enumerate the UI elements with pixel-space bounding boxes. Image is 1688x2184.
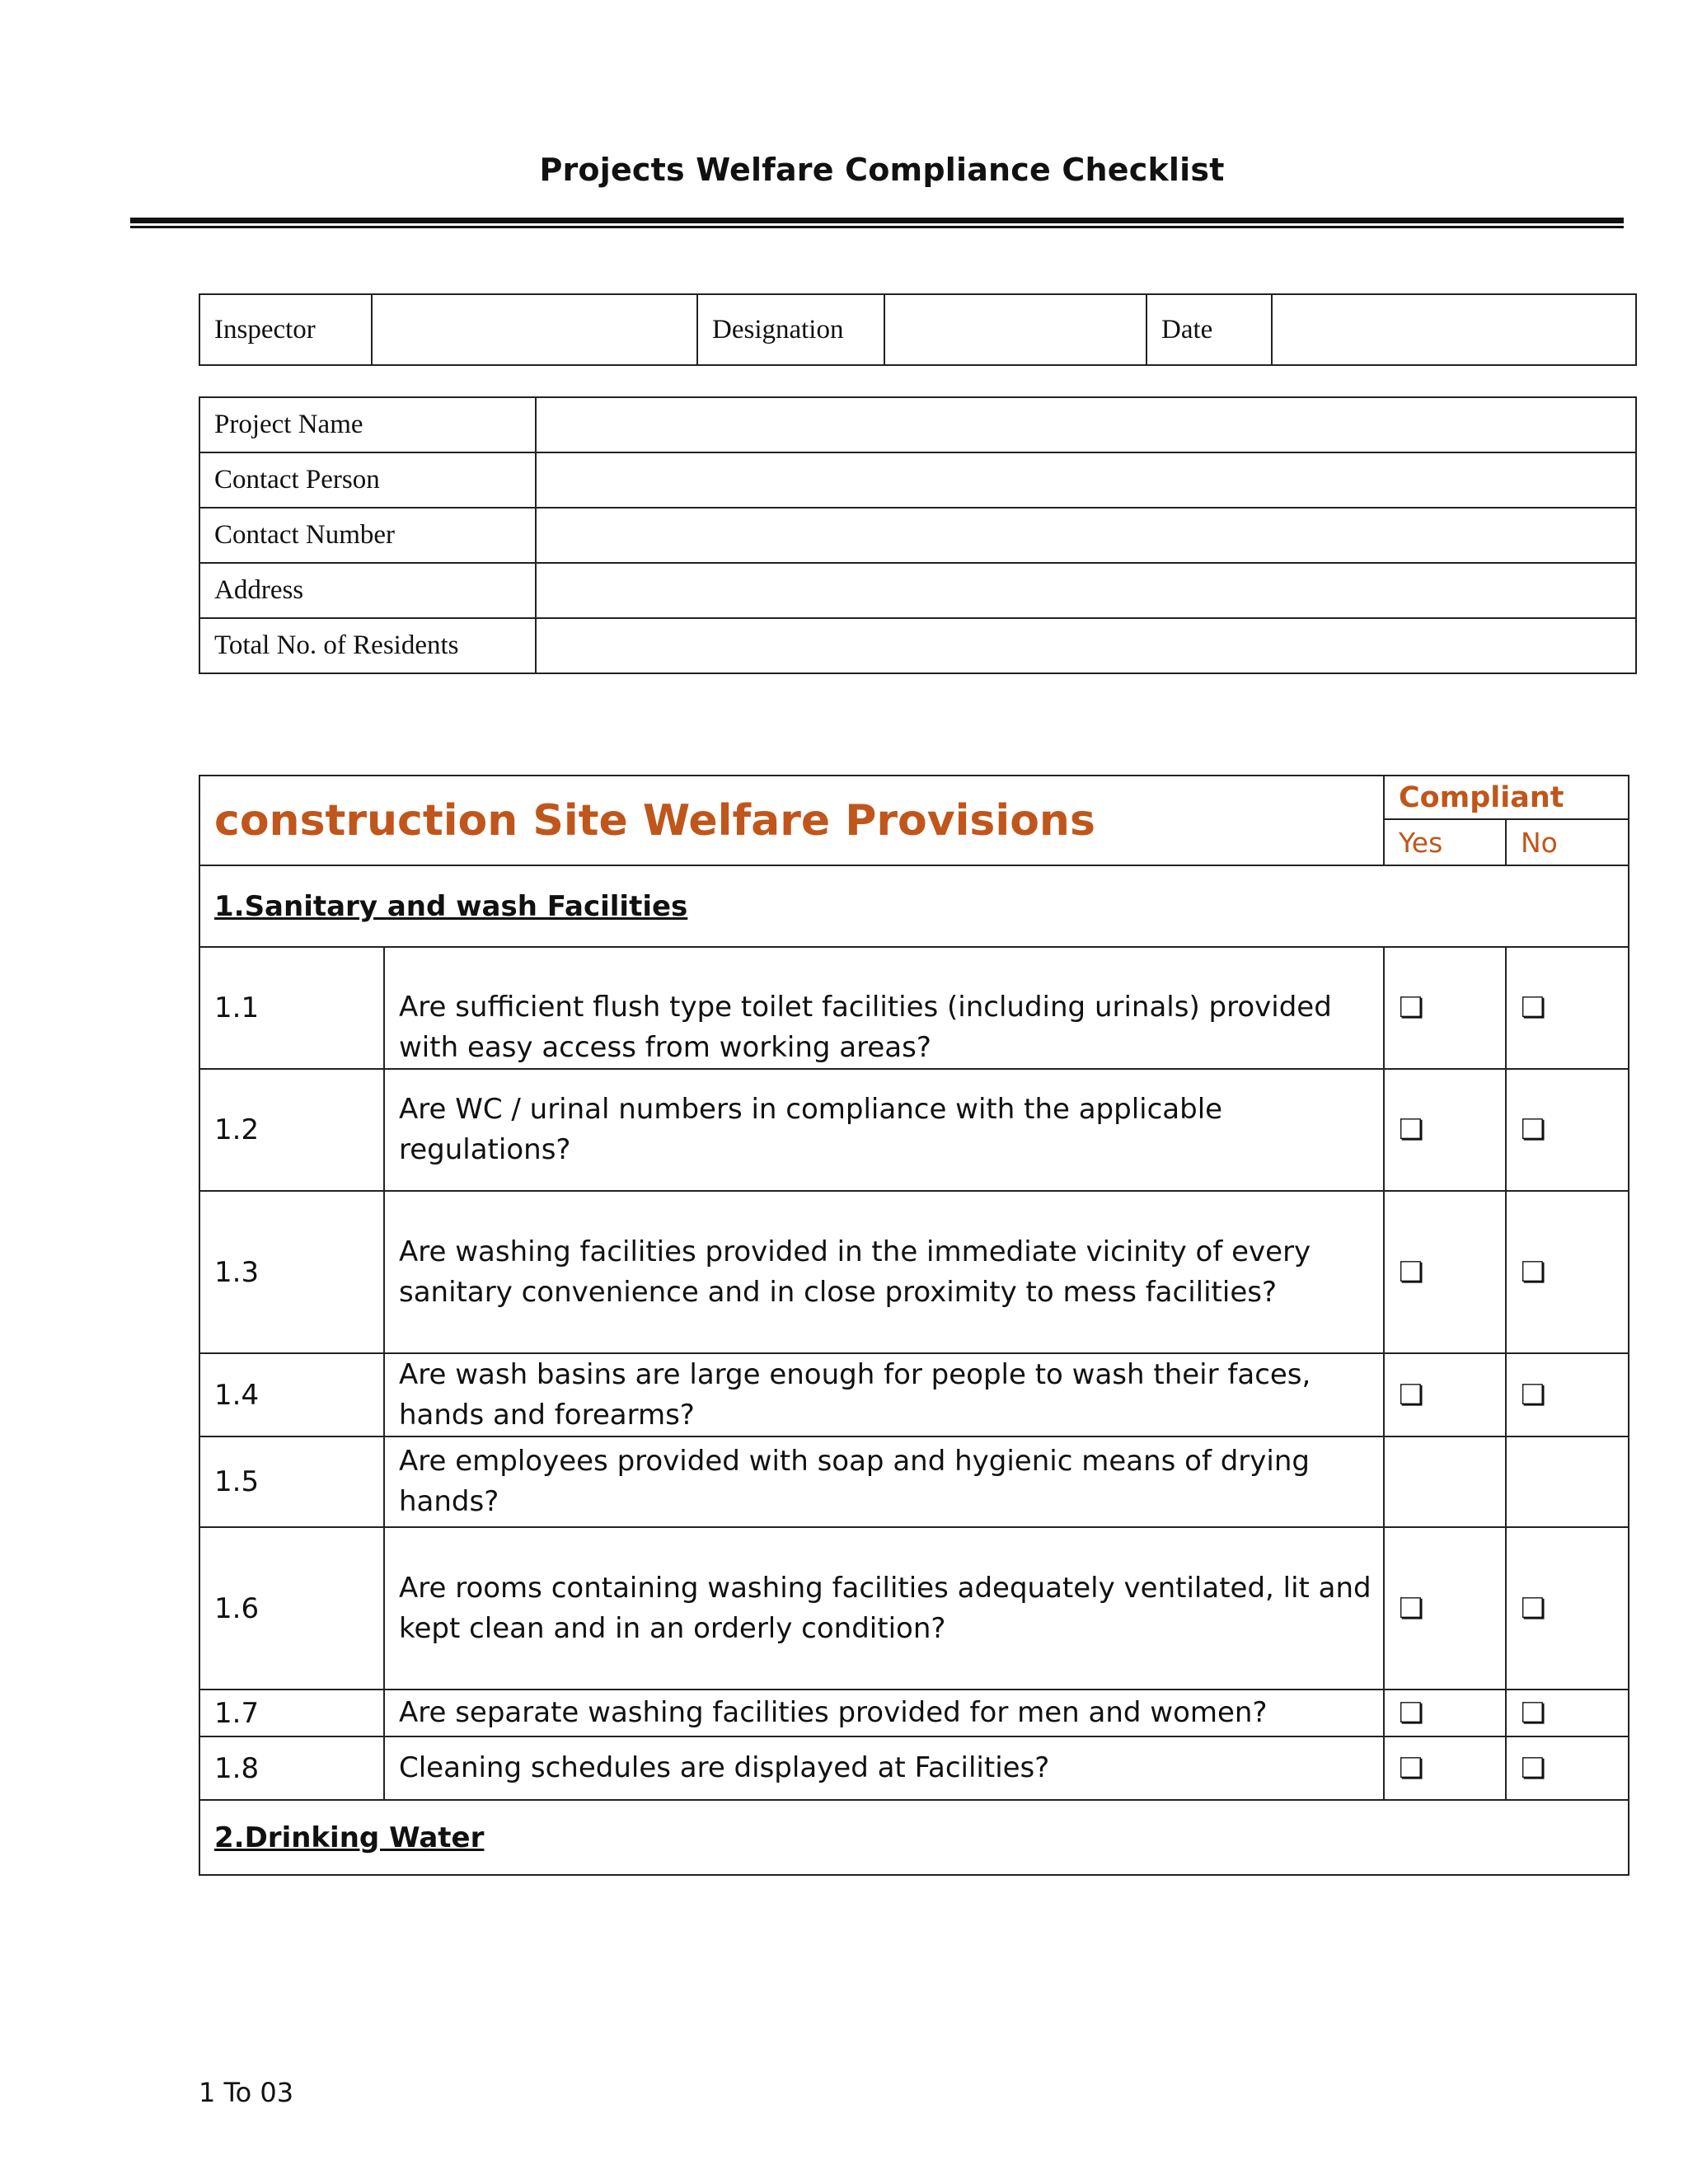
compliant-header: Compliant — [1384, 776, 1629, 819]
project-row — [199, 618, 1636, 673]
item-question: Are rooms containing washing facilities adequately ventilated, lit and kept clean and in an orderly condition? — [384, 1527, 1384, 1690]
project-name-label: Project Name — [199, 397, 536, 452]
title-divider-thin — [130, 226, 1624, 228]
item-number: 1.8 — [199, 1736, 384, 1800]
project-row — [199, 508, 1636, 563]
residents-label: Total No. of Residents — [199, 618, 536, 673]
checklist-row — [199, 947, 1629, 1069]
designation-field[interactable] — [884, 294, 1146, 365]
project-row — [199, 452, 1636, 508]
yes-header: Yes — [1384, 819, 1506, 865]
yes-checkbox[interactable]: ❏ — [1384, 947, 1506, 1069]
item-number: 1.3 — [199, 1191, 384, 1353]
yes-cell-empty — [1384, 1436, 1506, 1527]
item-question: Cleaning schedules are displayed at Facilities? — [384, 1736, 1384, 1800]
inspector-table — [199, 293, 1637, 366]
date-label: Date — [1146, 294, 1272, 365]
page-title: Projects Welfare Compliance Checklist — [539, 152, 1225, 188]
section-title-drinking-water: 2.Drinking Water — [214, 1821, 485, 1854]
contact-person-field[interactable] — [536, 452, 1636, 508]
no-checkbox[interactable]: ❏ — [1506, 1527, 1629, 1690]
no-checkbox[interactable]: ❏ — [1506, 1191, 1629, 1353]
item-number: 1.2 — [199, 1069, 384, 1191]
address-field[interactable] — [536, 563, 1636, 618]
item-question: Are separate washing facilities provided for men and women? — [384, 1690, 1384, 1736]
date-field[interactable] — [1272, 294, 1636, 365]
project-row — [199, 397, 1636, 452]
item-question: Are washing facilities provided in the immediate vicinity of every sanitary convenience and in close proximity to mess facilities? — [384, 1191, 1384, 1353]
no-checkbox[interactable]: ❏ — [1506, 1353, 1629, 1436]
section-title-sanitary: 1.Sanitary and wash Facilities — [214, 889, 688, 923]
yes-checkbox[interactable]: ❏ — [1384, 1690, 1506, 1736]
no-checkbox[interactable]: ❏ — [1506, 947, 1629, 1069]
contact-number-label: Contact Number — [199, 508, 536, 563]
item-question: Are wash basins are large enough for people to wash their faces, hands and forearms? — [384, 1353, 1384, 1436]
section-heading — [199, 865, 1629, 947]
yes-checkbox[interactable]: ❏ — [1384, 1069, 1506, 1191]
yes-checkbox[interactable]: ❏ — [1384, 1191, 1506, 1353]
checklist-table — [199, 775, 1629, 1876]
no-header: No — [1506, 819, 1629, 865]
title-divider — [130, 218, 1624, 223]
yes-checkbox[interactable]: ❏ — [1384, 1353, 1506, 1436]
yes-checkbox[interactable]: ❏ — [1384, 1527, 1506, 1690]
checklist-title-cell — [199, 776, 1384, 865]
no-checkbox[interactable]: ❏ — [1506, 1736, 1629, 1800]
project-details-table — [199, 396, 1637, 674]
yes-checkbox[interactable]: ❏ — [1384, 1736, 1506, 1800]
address-label: Address — [199, 563, 536, 618]
checklist-row — [199, 1069, 1629, 1191]
item-number: 1.1 — [199, 947, 384, 1069]
item-question: Are employees provided with soap and hygienic means of drying hands? — [384, 1436, 1384, 1527]
checklist-row — [199, 1436, 1629, 1527]
page-footer: 1 To 03 — [199, 2077, 294, 2108]
contact-number-field[interactable] — [536, 508, 1636, 563]
section-heading — [199, 1800, 1629, 1875]
item-number: 1.7 — [199, 1690, 384, 1736]
item-question: Are sufficient flush type toilet facilities (including urinals) provided with easy access from working areas? — [384, 947, 1384, 1069]
checklist-row — [199, 1736, 1629, 1800]
project-row — [199, 563, 1636, 618]
item-number: 1.6 — [199, 1527, 384, 1690]
inspector-field[interactable] — [372, 294, 697, 365]
item-number: 1.4 — [199, 1353, 384, 1436]
checklist-title: construction Site Welfare Provisions — [214, 795, 1095, 846]
inspector-label: Inspector — [199, 294, 372, 365]
no-checkbox[interactable]: ❏ — [1506, 1069, 1629, 1191]
project-name-field[interactable] — [536, 397, 1636, 452]
designation-label: Designation — [697, 294, 884, 365]
checklist-row — [199, 1527, 1629, 1690]
checklist-row — [199, 1690, 1629, 1736]
no-cell-empty — [1506, 1436, 1629, 1527]
residents-field[interactable] — [536, 618, 1636, 673]
checklist-row — [199, 1353, 1629, 1436]
contact-person-label: Contact Person — [199, 452, 536, 508]
item-question: Are WC / urinal numbers in compliance with the applicable regulations? — [384, 1069, 1384, 1191]
no-checkbox[interactable]: ❏ — [1506, 1690, 1629, 1736]
checklist-row — [199, 1191, 1629, 1353]
item-number: 1.5 — [199, 1436, 384, 1527]
